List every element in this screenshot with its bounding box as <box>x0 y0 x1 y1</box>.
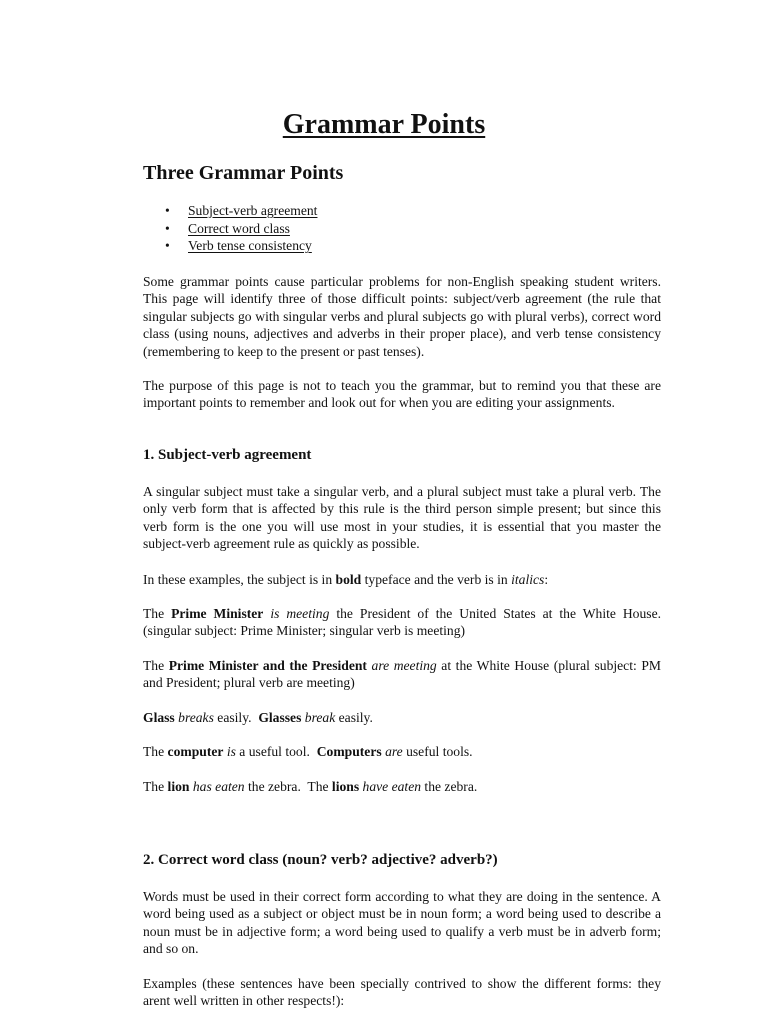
bullet-icon: • <box>165 203 170 218</box>
verb: break <box>304 710 336 725</box>
subject: lions <box>331 779 360 794</box>
verb: breaks <box>178 710 214 725</box>
intro-paragraph: Some grammar points cause particular problems for non-English speaking student writers. This page will identify three of those difficult points: subject/verb agreement (the rule that singular subjects go with singular verbs and plural subjects go with plural verbs), correct word class (using nouns, adjectives and adverbs in their proper place), and verb tense consistency (remembering to keep to the present or past tenses). <box>143 274 661 359</box>
examples-legend: In these examples, the subject is in bold typeface and the verb is in italics: <box>143 572 549 587</box>
section-2-heading: 2. Correct word class (noun? verb? adjective? adverb?) <box>143 852 498 868</box>
verb: is meeting <box>270 606 330 621</box>
subject: lion <box>167 779 190 794</box>
bullet-icon: • <box>165 220 170 236</box>
section-heading: Three Grammar Points <box>143 162 344 184</box>
page-title: Grammar Points <box>282 109 486 140</box>
subject: Prime Minister <box>171 606 264 621</box>
contents-item <box>143 220 661 238</box>
subject: computer <box>167 744 224 759</box>
section-2-examples-intro: Examples (these sentences have been specially contrived to show the different forms: they arent well written in other respects!): <box>143 976 661 1009</box>
bullet-icon: • <box>165 238 170 254</box>
section-1-paragraph: A singular subject must take a singular verb, and a plural subject must take a plural verb. The only verb form that is affected by this rule is the third person simple present; but since this verb form is the one you will use most in your studies, it is essential that you master the subject-verb agreement rule as quickly as possible. <box>143 484 661 552</box>
contents-item <box>143 202 661 220</box>
section-1-heading: 1. Subject-verb agreement <box>143 447 312 463</box>
bold-word: bold <box>335 572 362 587</box>
verb: are meeting <box>371 658 437 673</box>
contents-link-verb-tense-consistency[interactable]: Verb tense consistency <box>188 238 312 254</box>
example-4: The computer is a useful tool. Computers are useful tools. <box>143 744 473 759</box>
contents-item <box>143 237 661 255</box>
contents-link-subject-verb-agreement[interactable]: Subject-verb agreement <box>188 203 318 218</box>
subject: Prime Minister and the President <box>168 658 367 673</box>
subject: Glass <box>143 710 175 725</box>
verb: have eaten <box>362 779 422 794</box>
subject: Computers <box>316 744 382 759</box>
purpose-paragraph: The purpose of this page is not to teach you the grammar, but to remind you that these are important points to remember and look out for when you are editing your assignments. <box>143 378 661 411</box>
italic-word: italics <box>511 572 545 587</box>
subject: Glasses <box>258 710 302 725</box>
section-2-paragraph: Words must be used in their correct form according to what they are doing in the sentence. A word being used as a subject or object must be in noun form; a word being used to describe a noun must be in adjective form; a word being used to qualify a verb must be in adverb form; and so on. <box>143 889 661 957</box>
verb: has eaten <box>192 779 245 794</box>
example-2: The Prime Minister and the President are meeting at the White House (plural subject: PM and President; plural verb are meeting) <box>143 658 661 691</box>
example-5: The lion has eaten the zebra. The lions have eaten the zebra. <box>143 779 478 794</box>
contents-list <box>143 202 661 255</box>
verb: is <box>226 744 236 759</box>
verb: are <box>385 744 403 759</box>
example-3: Glass breaks easily. Glasses break easily. <box>143 710 373 725</box>
contents-link-correct-word-class[interactable]: Correct word class <box>188 220 290 236</box>
example-1: The Prime Minister is meeting the President of the United States at the White House. (singular subject: Prime Minister; singular verb is meeting) <box>143 606 662 639</box>
